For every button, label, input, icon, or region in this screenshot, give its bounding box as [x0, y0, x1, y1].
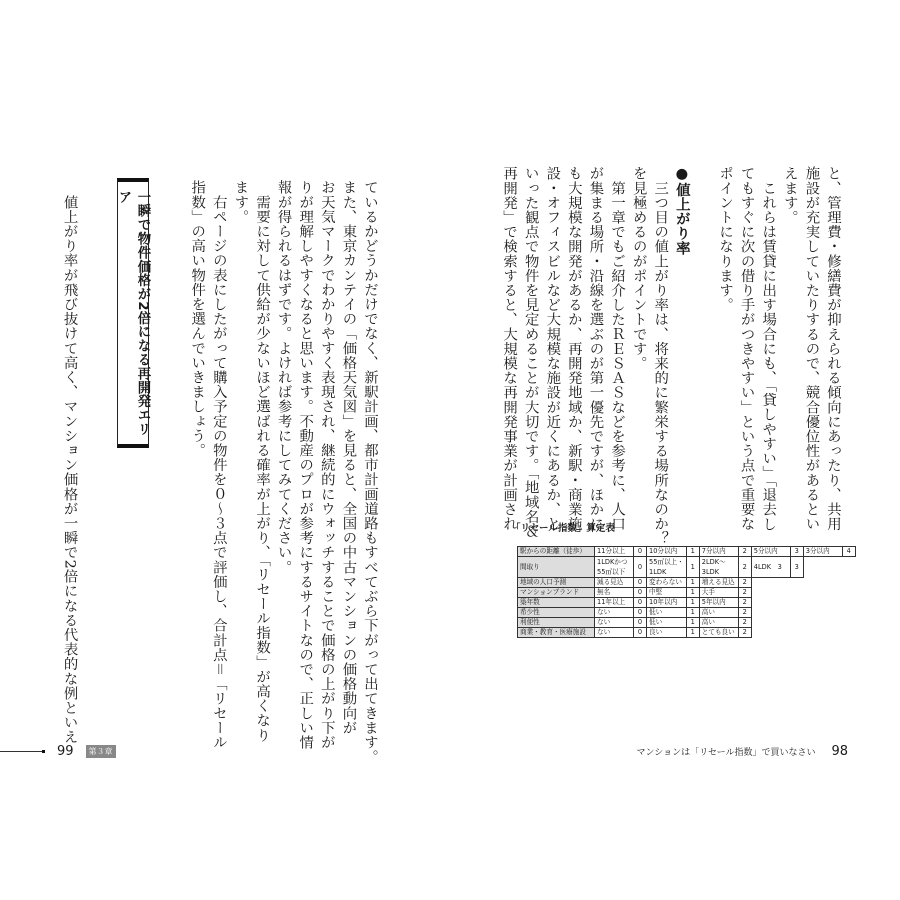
body-line: いった観点で物件を見定めることが大切です。「地域名＆	[522, 166, 539, 539]
body-line: ます。	[232, 180, 249, 224]
table-row	[518, 557, 856, 578]
section-heading: 一瞬で物件価格が2倍になる再開発エリア	[117, 178, 149, 448]
body-line: が集まる場所・沿線を選ぶのが第一優先ですが、ほかに	[587, 166, 604, 531]
body-line: これらは賃貸に出す場合にも、「貸しやすい」「退去し	[760, 166, 777, 532]
body-line: りが理解しやすくなると思います。不動産のプロが参考にするサイトなので、正しい情	[297, 180, 314, 750]
spacer	[692, 166, 714, 496]
body-line: 右ページの表にしたがって購入予定の物件を０〜３点で評価し、合計点＝「リセール	[210, 180, 227, 750]
body-line: えます。	[781, 166, 798, 225]
score-cell: 1	[686, 588, 699, 598]
score-cell: 1	[686, 598, 699, 608]
row-label: 築年数	[518, 598, 595, 608]
table-row	[518, 547, 856, 557]
row-label: 商業・教育・医療施設	[518, 628, 595, 638]
criterion-cell: 11分以上	[595, 547, 634, 557]
chapter-label: 第３章	[86, 745, 116, 758]
score-cell: 2	[738, 608, 751, 618]
score-cell: 0	[634, 618, 647, 628]
criterion-cell: 無名	[595, 588, 634, 598]
page-number-right: 98	[831, 744, 848, 759]
criterion-cell: 増える見込	[699, 578, 738, 588]
body-line: 値上がり率が飛び抜けて高く、マンション価格が一瞬で2倍になる代表的な例といえ	[61, 180, 78, 745]
criterion-cell: 3分以内	[803, 547, 842, 557]
body-line: 第一章でもご紹介したＲＥＳＡＳなどを参考に、人口	[609, 166, 626, 531]
body-line: 施設が充実していたりするので、競合優位性があるとい	[803, 166, 820, 531]
criterion-cell: 2LDK〜 3LDK	[699, 557, 738, 578]
body-line: 指数」の高い物件を選んでいきましょう。	[189, 180, 206, 458]
score-cell: 1	[686, 578, 699, 588]
table-row	[518, 578, 856, 588]
criterion-cell: 中堅	[647, 588, 687, 598]
score-cell: 4	[842, 547, 855, 557]
score-cell: 2	[738, 547, 751, 557]
criterion-cell: 高い	[699, 618, 738, 628]
body-line: また、東京カンテイの「価格天気図」を見ると、全国の中古マンションの価格動向が	[340, 180, 357, 735]
score-cell: 0	[634, 557, 647, 578]
body-line: を見極めるのがポイントです。	[630, 166, 647, 371]
table-row	[518, 628, 856, 638]
body-line: 需要に対して供給が少ないほど選ばれる確率が上がり、「リセール指数」が高くなり	[254, 180, 271, 743]
score-cell: 0	[634, 588, 647, 598]
criterion-cell: 4LDK 3	[751, 557, 790, 578]
criterion-cell: とても良い	[699, 628, 738, 638]
score-cell: 0	[634, 578, 647, 588]
score-cell: 3	[790, 547, 803, 557]
criterion-cell: 55㎡以上・ 1LDK	[647, 557, 687, 578]
criterion-cell: 1LDKかつ 55㎡以下	[595, 557, 634, 578]
table-row	[518, 608, 856, 618]
criterion-cell: 7分以内	[699, 547, 738, 557]
running-title: マンションは「リセール指数」で買いなさい	[636, 748, 816, 758]
footer-marker	[42, 750, 45, 753]
criterion-cell: 良い	[647, 628, 687, 638]
criterion-cell: 大手	[699, 588, 738, 598]
left-page-body-continued	[58, 180, 80, 745]
criterion-cell: 変わらない	[647, 578, 687, 588]
body-line: 再開発」で検索すると、大規模な再開発事業が計画され	[501, 166, 518, 531]
criterion-cell: 低い	[647, 608, 687, 618]
row-label: 地域の人口予測	[518, 578, 595, 588]
score-cell: 3	[790, 557, 803, 578]
body-line: 報が得られるはずです。よければ参考にしてみてください。	[275, 180, 292, 575]
body-line: てもすぐに次の借り手がつきやすい」という点で重要な	[738, 166, 755, 531]
page-number-left: 99	[57, 744, 74, 759]
criterion-cell: 10年以内	[647, 598, 687, 608]
criterion-cell: 11年以上	[595, 598, 634, 608]
criterion-cell: 高い	[699, 608, 738, 618]
criterion-cell: ない	[595, 608, 634, 618]
score-cell: 0	[634, 608, 647, 618]
criterion-cell: 5分以内	[751, 547, 790, 557]
body-line: ているかどうかだけでなく、新駅計画、都市計画道路もすべてぶら下がって出てきます。	[362, 180, 378, 764]
row-label: 駅からの距離（徒歩）	[518, 547, 595, 557]
score-cell: 1	[686, 557, 699, 578]
body-line: と、管理費・修繕費が抑えられる傾向にあったり、共用	[825, 166, 841, 531]
table-row	[518, 618, 856, 628]
criterion-cell: ない	[595, 628, 634, 638]
score-cell: 2	[738, 598, 751, 608]
score-cell: 2	[738, 618, 751, 628]
left-page-body	[186, 180, 380, 764]
body-line: 設・オフィスビルなど大規模な施設が近くにあるか、と	[544, 166, 561, 531]
score-cell: 0	[634, 628, 647, 638]
criterion-cell: 低い	[647, 618, 687, 628]
row-label: マンションブランド	[518, 588, 595, 598]
score-cell: 1	[686, 618, 699, 628]
row-label: 間取り	[518, 557, 595, 578]
criterion-cell: 減る見込	[595, 578, 634, 588]
score-cell: 1	[686, 608, 699, 618]
score-cell: 2	[738, 557, 751, 578]
criterion-cell: ない	[595, 618, 634, 628]
table-row	[518, 598, 856, 608]
score-cell: 1	[686, 547, 699, 557]
body-line: 三つ目の値上がり率は、将来的に繁栄する場所なのか？	[652, 166, 669, 546]
score-cell: 2	[738, 588, 751, 598]
table-row	[518, 588, 856, 598]
row-label: 利便性	[518, 618, 595, 628]
footer-right	[636, 744, 848, 759]
resale-index-table	[517, 546, 856, 638]
score-cell: 1	[686, 628, 699, 638]
table-title: 「リセール指数」算定表	[511, 523, 615, 534]
footer-rule	[0, 751, 42, 752]
criterion-cell: 5年以内	[699, 598, 738, 608]
body-line: ポイントになります。	[717, 166, 734, 312]
score-cell: 0	[634, 598, 647, 608]
criterion-cell: 10分以内	[647, 547, 687, 557]
body-line: お天気マークでわかりやすく表現され、継続的にウォッチすることで価格の上がり下が	[318, 180, 335, 750]
subheading: ●値上がり率	[673, 166, 690, 256]
score-cell: 2	[738, 628, 751, 638]
row-label: 希少性	[518, 608, 595, 618]
body-line: も大規模な開発があるか、再開発地域か、新駅・商業施	[565, 166, 582, 531]
score-cell: 2	[738, 578, 751, 588]
score-cell: 0	[634, 547, 647, 557]
footer-left	[0, 744, 116, 759]
